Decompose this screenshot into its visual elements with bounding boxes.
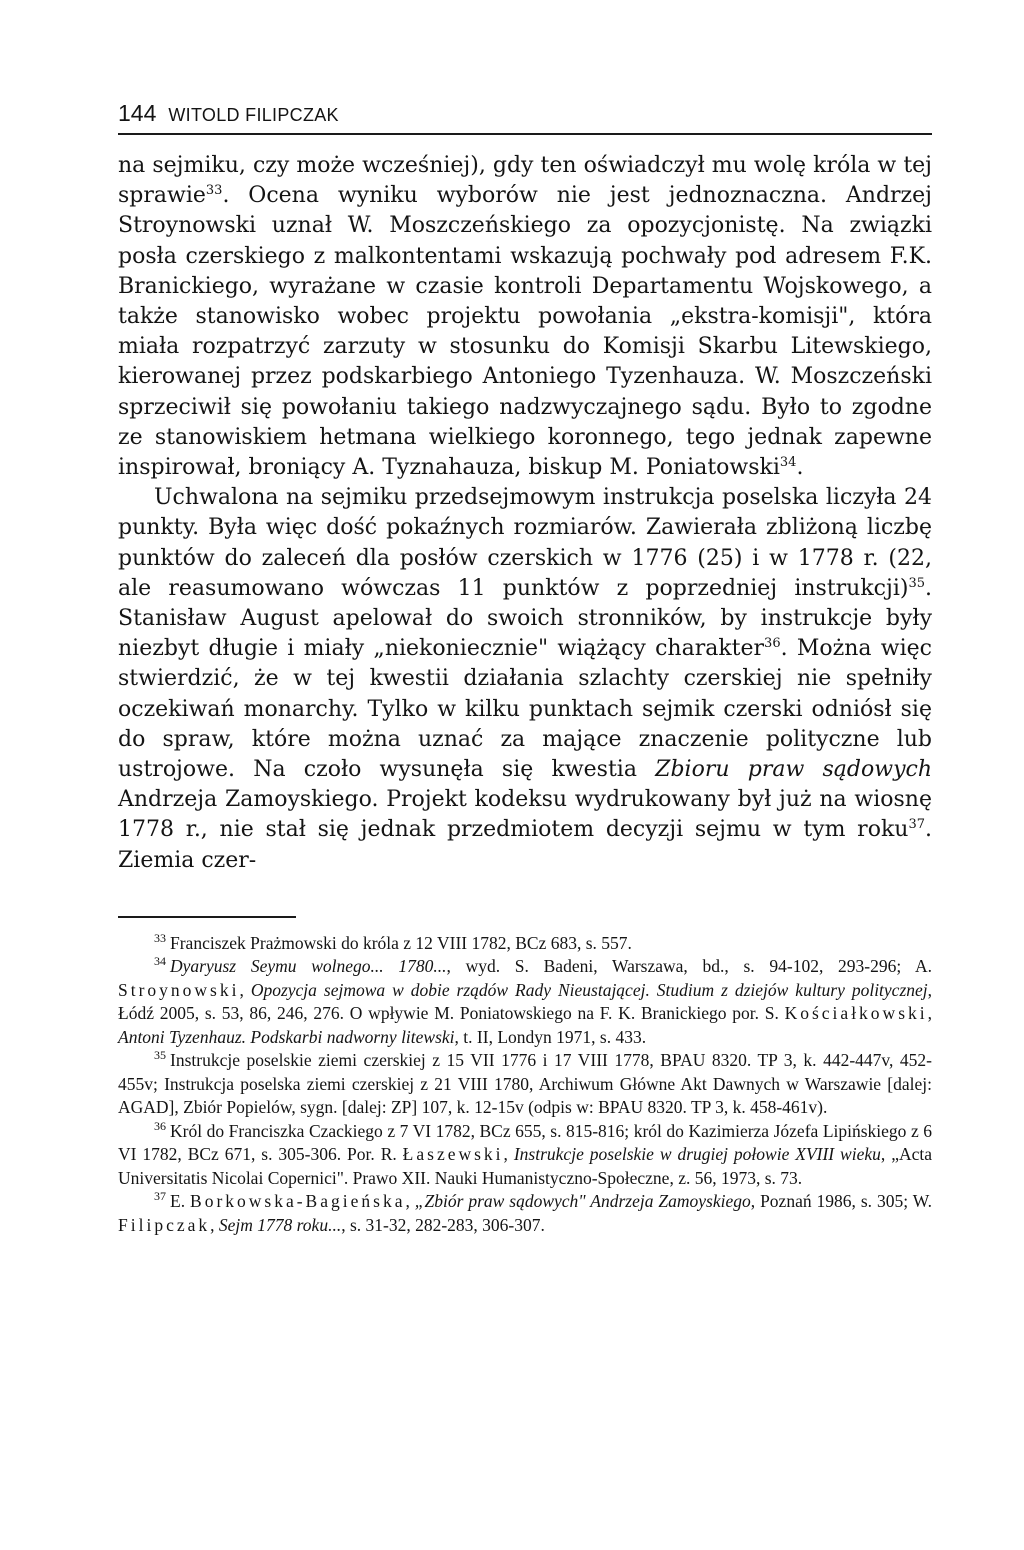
footnote-number: 35 [154, 1048, 166, 1063]
footnotes [118, 932, 932, 1238]
footnote-text: , [503, 1144, 514, 1165]
work-title: Instrukcje poselskie w drugiej połowie XVIII wieku [513, 1144, 881, 1165]
author-name: Filipczak [118, 1214, 211, 1235]
paragraph [118, 483, 932, 876]
footnote-text: Król do Franciszka Czackiego z 7 VI 1782, BCz 655, s. 815-816; król do Kazimierza Józefa Lipińskiego z 6 VI 1782, BCz 671, s. 305-306. Por. R. [118, 1120, 932, 1165]
work-title: „Zbiór praw sądowych" Andrzeja Zamoyskiego [414, 1191, 751, 1212]
footnote-34 [118, 955, 932, 1049]
footnote-text: Franciszek Prażmowski do króla z 12 VIII 1782, BCz 683, s. 557. [170, 932, 632, 953]
footnote-text: , t. II, Londyn 1971, s. 433. [454, 1026, 647, 1047]
footnote-number: 34 [154, 954, 166, 969]
footnote-text: , Poznań 1986, s. 305; W. [750, 1191, 932, 1212]
text-run: Uchwalona na sejmiku przedsejmowym instrukcja poselska liczyła 24 punkty. Była więc dość pokaźnych rozmiarów. Zawierała zbliżoną liczbę punktów do zaleceń dla posłów czerskich w 1776 (25) i w 1778 r. (22, ale reasumowano wówczas 11 punktów z poprzedniej instrukcji) [118, 485, 932, 601]
work-title: Dyaryusz Seymu wolnego... 1780... [170, 956, 447, 977]
running-header [118, 100, 932, 135]
work-title: Zbioru praw sądowych [655, 757, 932, 783]
text-run: Andrzeja Zamoyskiego. Projekt kodeksu wydrukowany był już na wiosnę 1778 r., nie stał się jednak przedmiotem decyzji sejmu w tym roku [118, 787, 932, 843]
text-run: . [796, 455, 804, 481]
footnote-text: , s. 31-32, 282-283, 306-307. [341, 1214, 545, 1235]
footnote-text: , [405, 1191, 415, 1212]
running-head-author: WITOLD FILIPCZAK [168, 105, 339, 125]
text-run: . Ziemia czer- [118, 817, 932, 873]
footnote-ref[interactable]: 35 [908, 575, 925, 591]
paragraph [118, 151, 932, 483]
footnote-35 [118, 1049, 932, 1120]
footnote-36 [118, 1120, 932, 1191]
text-run: . Ocena wyniku wyborów nie jest jednoznaczna. Andrzej Stroynowski uznał W. Moszczeńskiego za opozycjonistę. Na związki posła czerskiego z malkontentami wskazują pochwały pod adresem F.K. Branickiego, wyrażane w czasie kontroli Departamentu Wojskowego, a także stanowisko wobec projektu powołania „ekstra-komisji", która miała rozpatrzyć zarzuty w stosunku do Komisji Skarbu Litewskiego, kierowanej przez podskarbiego Antoniego Tyzenhauza. W. Moszczeński sprzeciwił się powołaniu takiego nadzwyczajnego sądu. Było to zgodne ze stanowiskiem hetmana wielkiego koronnego, tego jednak zapewne inspirował, broniący A. Tyznahauza, biskup M. Poniatowski [118, 183, 932, 481]
page [118, 100, 932, 1237]
text-run: . Stanisław August apelował do swoich stronników, by instrukcje były niezbyt długie i miały „niekoniecznie" wiążący charakter [118, 575, 932, 662]
author-name: Kościałkowski [784, 1003, 928, 1024]
main-text [118, 151, 932, 876]
author-name: Łaszewski [402, 1144, 504, 1165]
footnote-text: , Łódź 2005, s. 53, 86, 246, 276. O wpływie M. Poniatowskiego na F. K. Branickiego por. S. [118, 979, 933, 1024]
text-run: na sejmiku, czy może wcześniej), gdy ten oświadczył mu wolę króla w tej sprawie [118, 153, 932, 209]
text-run: . Można więc stwierdzić, że w tej kwestii działania szlachty czerskiej nie spełniły oczekiwań monarchy. Tylko w kilku punktach sejmik czerski odniósł się do spraw, które można uznać za mające znaczenie polityczne lub ustrojowe. Na czoło wysunęła się kwestia [118, 636, 932, 783]
footnote-text: , [239, 979, 251, 1000]
author-name: Borkowska-Bagieńska [190, 1191, 406, 1212]
footnote-ref[interactable]: 34 [779, 455, 797, 471]
footnote-number: 33 [154, 930, 166, 945]
footnote-text: , „Acta Universitatis Nicolai Copernici". Prawo XII. Nauki Humanistyczno-Społeczne, z. 56, 1973, s. 73. [118, 1144, 932, 1188]
footnote-separator [118, 916, 296, 918]
footnote-text: , wyd. S. Badeni, Warszawa, bd., s. 94-102, 293-296; A. [446, 956, 933, 977]
footnote-text: E. [170, 1191, 191, 1212]
page-number: 144 [118, 100, 157, 126]
footnote-ref[interactable]: 36 [764, 636, 781, 652]
footnote-text: Instrukcje poselskie ziemi czerskiej z 15 VII 1776 i 17 VIII 1778, BPAU 8320. TP 3, k. 442-447v, 452-455v; Instrukcja poselska ziemi czerskiej z 21 VIII 1780, Archiwum Główne Akt Dawnych w Warszawie [dalej: AGAD], Zbiór Popielów, sygn. [dalej: ZP] 107, k. 12-15v (odpis w: BPAU 8320. TP 3, k. 458-461v). [118, 1050, 932, 1118]
work-title: Sejm 1778 roku... [218, 1214, 342, 1235]
footnote-37 [118, 1190, 932, 1237]
footnote-text: , [210, 1214, 219, 1235]
author-name: Stroynowski [118, 979, 240, 1000]
footnote-ref[interactable]: 33 [205, 183, 223, 199]
footnote-33 [118, 932, 932, 956]
footnote-number: 37 [154, 1189, 166, 1204]
footnote-ref[interactable]: 37 [908, 817, 925, 833]
work-title: Opozycja sejmowa w dobie rządów Rady Nieustającej. Studium z dziejów kultury politycznej [250, 979, 928, 1000]
work-title: Antoni Tyzenhauz. Podskarbi nadworny litewski [118, 1026, 455, 1047]
footnote-number: 36 [154, 1118, 166, 1133]
footnote-text: , [927, 1003, 932, 1024]
